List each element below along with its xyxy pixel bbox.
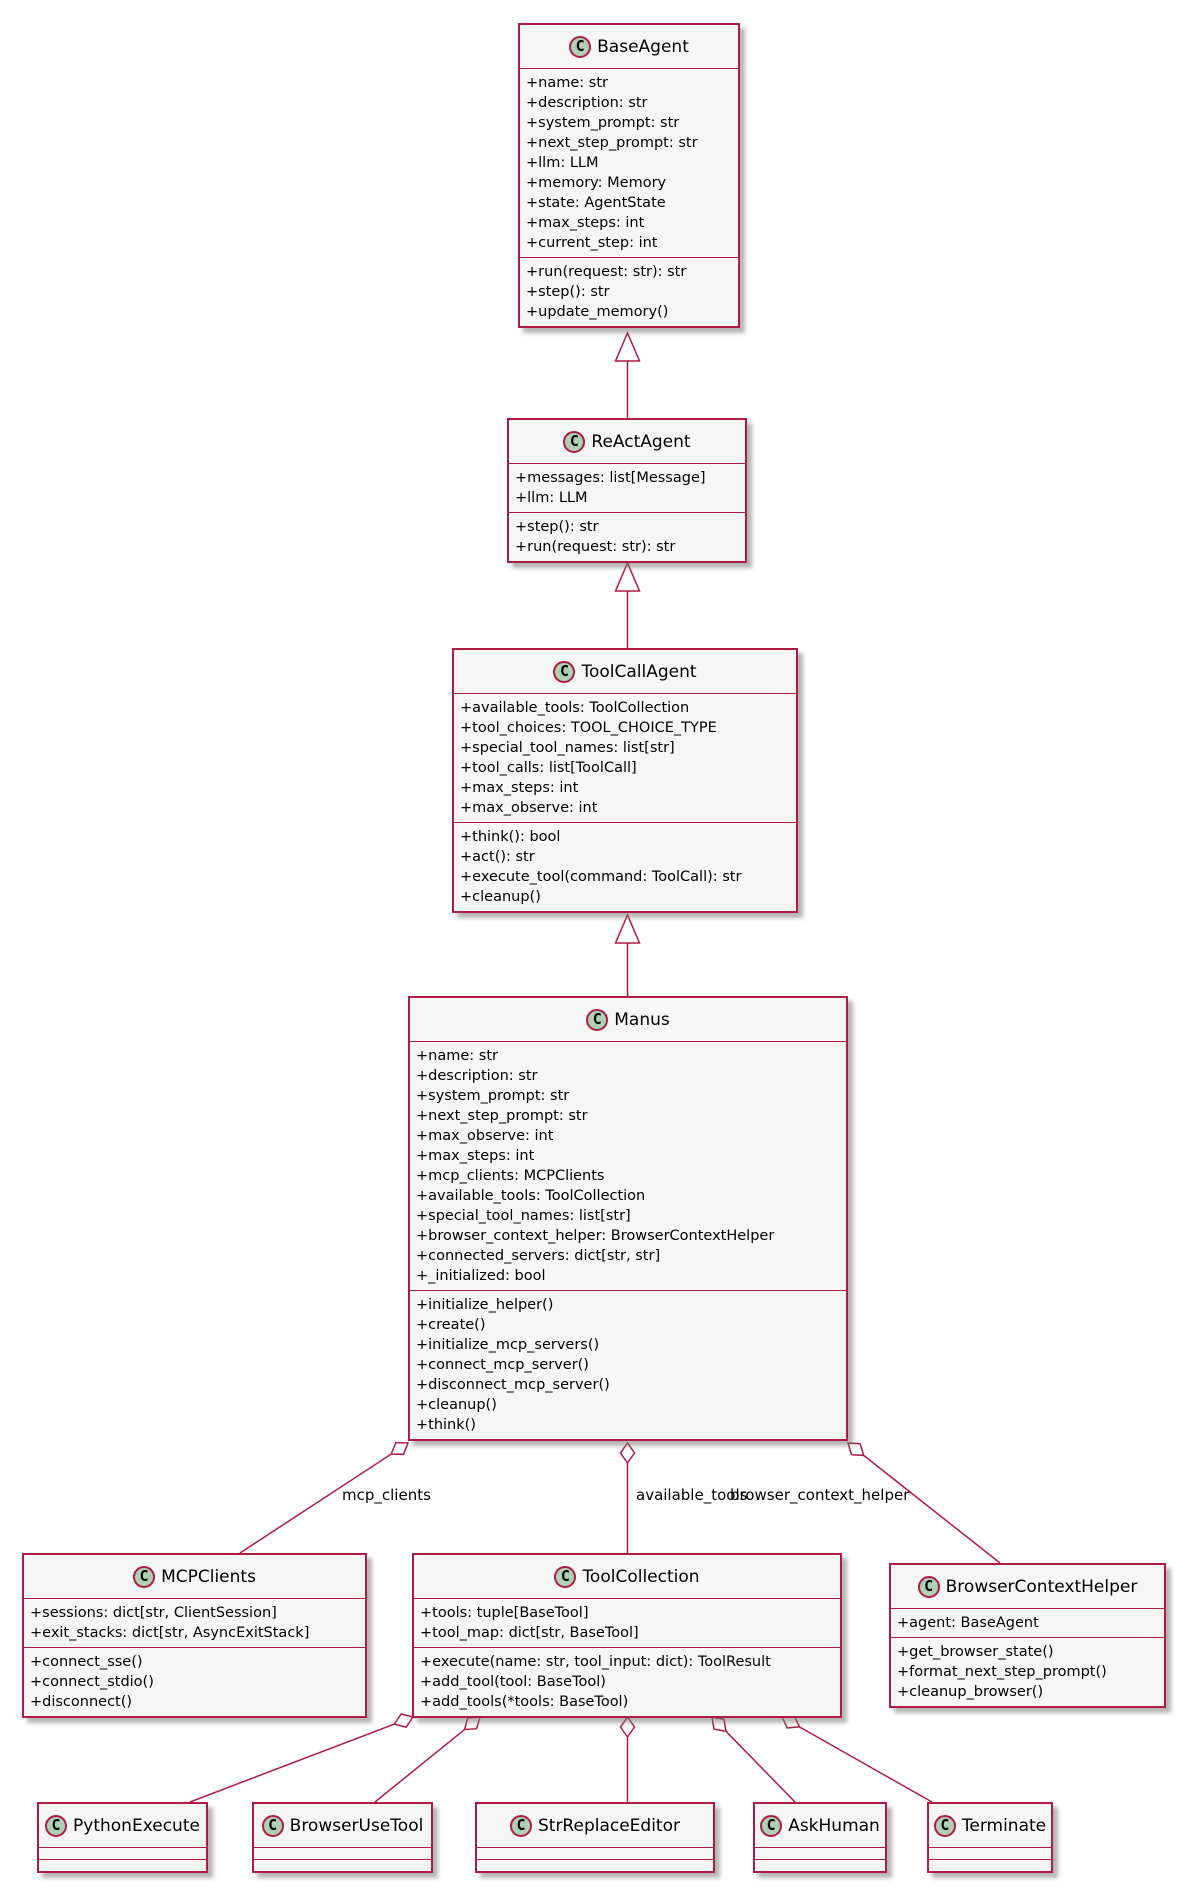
member-line: +exit_stacks: dict[str, AsyncExitStack] bbox=[30, 1625, 310, 1641]
aggregation-line bbox=[375, 1730, 465, 1802]
member-line: +llm: LLM bbox=[515, 490, 588, 506]
class-icon bbox=[45, 1815, 67, 1837]
methods-compartment bbox=[520, 257, 738, 326]
member-line: +llm: LLM bbox=[526, 155, 599, 171]
member-line: +think(): bool bbox=[460, 829, 561, 845]
member-line: +agent: BaseAgent bbox=[897, 1615, 1039, 1631]
member-line: +tool_calls: list[ToolCall] bbox=[460, 760, 637, 776]
class-title bbox=[410, 998, 846, 1042]
class-icon-letter: C bbox=[940, 1816, 950, 1834]
member-line: +available_tools: ToolCollection bbox=[460, 700, 690, 716]
class-base-agent bbox=[518, 23, 740, 328]
class-python-execute bbox=[37, 1802, 208, 1873]
class-title bbox=[454, 650, 796, 694]
class-terminate bbox=[927, 1802, 1053, 1873]
member-line: +special_tool_names: list[str] bbox=[460, 740, 675, 756]
class-mcp-clients bbox=[22, 1553, 367, 1718]
class-title bbox=[755, 1804, 885, 1848]
member-line: +tool_choices: TOOL_CHOICE_TYPE bbox=[460, 720, 717, 736]
aggregation-line bbox=[864, 1455, 1000, 1563]
member-line: +execute(name: str, tool_input: dict): ToolResult bbox=[420, 1654, 771, 1670]
member-line: +cleanup_browser() bbox=[897, 1684, 1044, 1700]
member-line: +connect_stdio() bbox=[30, 1674, 154, 1690]
member-line: +disconnect() bbox=[30, 1694, 133, 1710]
class-icon-letter: C bbox=[924, 1577, 934, 1595]
attributes-compartment bbox=[454, 694, 796, 822]
member-line: +_initialized: bool bbox=[416, 1268, 546, 1284]
member-line: +mcp_clients: MCPClients bbox=[416, 1168, 605, 1184]
member-line: +execute_tool(command: ToolCall): str bbox=[460, 869, 742, 885]
attributes-compartment bbox=[891, 1609, 1164, 1637]
member-line: +add_tool(tool: BaseTool) bbox=[420, 1674, 606, 1690]
member-line: +disconnect_mcp_server() bbox=[416, 1377, 610, 1393]
class-name: BrowserUseTool bbox=[289, 1815, 424, 1836]
member-line: +connect_mcp_server() bbox=[416, 1357, 589, 1373]
attributes-compartment bbox=[755, 1848, 885, 1859]
member-line: +special_tool_names: list[str] bbox=[416, 1208, 631, 1224]
attributes-compartment bbox=[24, 1599, 365, 1647]
attributes-compartment bbox=[254, 1848, 431, 1859]
member-line: +update_memory() bbox=[526, 304, 669, 320]
class-icon-letter: C bbox=[51, 1816, 61, 1834]
class-tool-call-agent bbox=[452, 648, 798, 913]
member-line: +next_step_prompt: str bbox=[416, 1108, 588, 1124]
member-line: +step(): str bbox=[515, 519, 599, 535]
member-line: +format_next_step_prompt() bbox=[897, 1664, 1107, 1680]
member-line: +name: str bbox=[526, 75, 608, 91]
edge-label-mcp-clients: mcp_clients bbox=[342, 1486, 431, 1504]
methods-compartment bbox=[254, 1859, 431, 1871]
attributes-compartment bbox=[414, 1599, 840, 1647]
class-icon bbox=[510, 1815, 532, 1837]
class-name: StrReplaceEditor bbox=[537, 1815, 680, 1836]
edge-label-available-tools: available_tools bbox=[636, 1486, 748, 1504]
class-title bbox=[929, 1804, 1051, 1848]
aggregation-diamond bbox=[391, 1443, 408, 1455]
class-icon bbox=[133, 1566, 155, 1588]
class-title bbox=[254, 1804, 431, 1848]
methods-compartment bbox=[755, 1859, 885, 1871]
methods-compartment bbox=[477, 1859, 713, 1871]
class-icon bbox=[934, 1815, 956, 1837]
aggregation-line bbox=[190, 1724, 394, 1802]
member-line: +connected_servers: dict[str, str] bbox=[416, 1248, 661, 1264]
class-manus bbox=[408, 996, 848, 1441]
class-browser-context-helper bbox=[889, 1563, 1166, 1708]
member-line: +initialize_helper() bbox=[416, 1297, 554, 1313]
methods-compartment bbox=[414, 1647, 840, 1716]
class-name: BrowserContextHelper bbox=[945, 1576, 1138, 1597]
class-icon-letter: C bbox=[139, 1567, 149, 1585]
class-icon-letter: C bbox=[268, 1816, 278, 1834]
class-str-replace-editor bbox=[475, 1802, 715, 1873]
aggregation-diamond bbox=[394, 1714, 413, 1727]
class-icon bbox=[554, 1566, 576, 1588]
class-title bbox=[24, 1555, 365, 1599]
class-icon bbox=[553, 661, 575, 683]
edge-label-browser-context-helper: browser_context_helper bbox=[730, 1486, 910, 1504]
class-icon-letter: C bbox=[559, 662, 569, 680]
methods-compartment bbox=[509, 512, 745, 561]
methods-compartment bbox=[454, 822, 796, 911]
inheritance-arrowhead bbox=[616, 915, 640, 943]
methods-compartment bbox=[24, 1647, 365, 1716]
member-line: +get_browser_state() bbox=[897, 1644, 1054, 1660]
attributes-compartment bbox=[477, 1848, 713, 1859]
member-line: +sessions: dict[str, ClientSession] bbox=[30, 1605, 277, 1621]
class-title bbox=[477, 1804, 713, 1848]
class-browser-use-tool bbox=[252, 1802, 433, 1873]
member-line: +messages: list[Message] bbox=[515, 470, 706, 486]
class-name: ToolCallAgent bbox=[581, 661, 697, 682]
attributes-compartment bbox=[929, 1848, 1051, 1859]
member-line: +max_steps: int bbox=[416, 1148, 535, 1164]
member-line: +next_step_prompt: str bbox=[526, 135, 698, 151]
class-name: PythonExecute bbox=[73, 1815, 200, 1836]
aggregation-diamond bbox=[621, 1717, 635, 1737]
class-icon-letter: C bbox=[569, 432, 579, 450]
member-line: +cleanup() bbox=[460, 889, 541, 905]
attributes-compartment bbox=[39, 1848, 206, 1859]
aggregation-line bbox=[726, 1731, 795, 1802]
aggregation-line bbox=[799, 1727, 932, 1802]
member-line: +tools: tuple[BaseTool] bbox=[420, 1605, 589, 1621]
member-line: +max_observe: int bbox=[416, 1128, 554, 1144]
class-name: ReActAgent bbox=[591, 431, 691, 452]
class-react-agent bbox=[507, 418, 747, 563]
member-line: +run(request: str): str bbox=[526, 264, 687, 280]
member-line: +memory: Memory bbox=[526, 175, 667, 191]
member-line: +name: str bbox=[416, 1048, 498, 1064]
aggregation-diamond bbox=[712, 1717, 726, 1731]
class-name: Terminate bbox=[961, 1815, 1047, 1836]
class-title bbox=[891, 1565, 1164, 1609]
member-line: +state: AgentState bbox=[526, 195, 666, 211]
class-title bbox=[509, 420, 745, 464]
member-line: +available_tools: ToolCollection bbox=[416, 1188, 646, 1204]
aggregation-diamond bbox=[621, 1443, 635, 1463]
attributes-compartment bbox=[520, 69, 738, 257]
member-line: +max_observe: int bbox=[460, 800, 598, 816]
member-line: +create() bbox=[416, 1317, 486, 1333]
member-line: +connect_sse() bbox=[30, 1654, 143, 1670]
class-icon bbox=[569, 36, 591, 58]
aggregation-diamond bbox=[848, 1443, 864, 1455]
class-name: Manus bbox=[614, 1009, 670, 1030]
inheritance-arrowhead bbox=[616, 563, 640, 591]
class-title bbox=[414, 1555, 840, 1599]
methods-compartment bbox=[39, 1859, 206, 1871]
class-icon bbox=[918, 1576, 940, 1598]
class-icon bbox=[586, 1009, 608, 1031]
member-line: +act(): str bbox=[460, 849, 535, 865]
class-icon-letter: C bbox=[560, 1567, 570, 1585]
member-line: +max_steps: int bbox=[526, 215, 645, 231]
class-icon-letter: C bbox=[766, 1816, 776, 1834]
class-name: ToolCollection bbox=[582, 1566, 700, 1587]
member-line: +initialize_mcp_servers() bbox=[416, 1337, 600, 1353]
member-line: +cleanup() bbox=[416, 1397, 497, 1413]
member-line: +description: str bbox=[416, 1068, 538, 1084]
class-icon-letter: C bbox=[592, 1010, 602, 1028]
class-icon bbox=[262, 1815, 284, 1837]
class-name: MCPClients bbox=[161, 1566, 256, 1587]
member-line: +run(request: str): str bbox=[515, 539, 676, 555]
member-line: +think() bbox=[416, 1417, 476, 1433]
class-ask-human bbox=[753, 1802, 887, 1873]
class-name: BaseAgent bbox=[597, 36, 689, 57]
class-icon bbox=[760, 1815, 782, 1837]
attributes-compartment bbox=[410, 1042, 846, 1290]
inheritance-arrowhead bbox=[616, 333, 640, 361]
class-title bbox=[39, 1804, 206, 1848]
class-tool-collection bbox=[412, 1553, 842, 1718]
aggregation-diamond bbox=[465, 1717, 481, 1730]
member-line: +system_prompt: str bbox=[526, 115, 680, 131]
member-line: +max_steps: int bbox=[460, 780, 579, 796]
class-icon bbox=[563, 431, 585, 453]
methods-compartment bbox=[929, 1859, 1051, 1871]
methods-compartment bbox=[410, 1290, 846, 1439]
member-line: +add_tools(*tools: BaseTool) bbox=[420, 1694, 629, 1710]
class-name: AskHuman bbox=[788, 1815, 880, 1836]
member-line: +step(): str bbox=[526, 284, 610, 300]
member-line: +browser_context_helper: BrowserContextHelper bbox=[416, 1228, 775, 1244]
member-line: +tool_map: dict[str, BaseTool] bbox=[420, 1625, 639, 1641]
member-line: +description: str bbox=[526, 95, 648, 111]
class-icon-letter: C bbox=[516, 1816, 526, 1834]
member-line: +current_step: int bbox=[526, 235, 658, 251]
class-icon-letter: C bbox=[575, 37, 585, 55]
methods-compartment bbox=[891, 1637, 1164, 1706]
class-title bbox=[520, 25, 738, 69]
member-line: +system_prompt: str bbox=[416, 1088, 570, 1104]
attributes-compartment bbox=[509, 464, 745, 512]
